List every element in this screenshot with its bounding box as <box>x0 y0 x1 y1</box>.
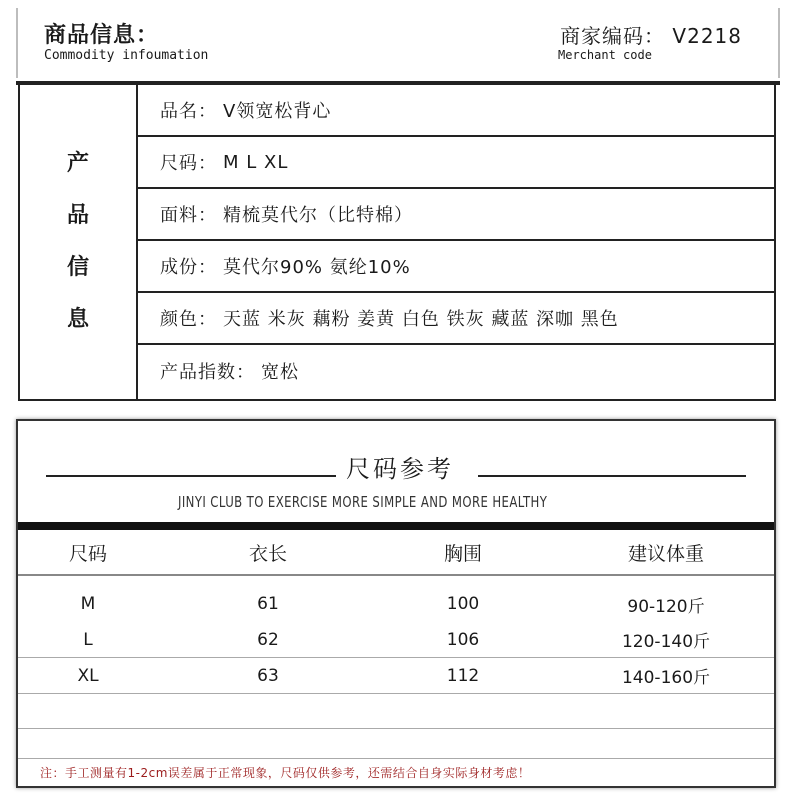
column-header: 建议体重 <box>627 542 704 565</box>
size-chart-title: 尺码参考 <box>346 455 454 483</box>
info-label: 尺码： <box>160 153 217 174</box>
table-row <box>18 658 774 694</box>
commodity-info-title: 商品信息： <box>44 23 160 48</box>
table-row <box>18 622 774 658</box>
merchant-code: 商家编码： V2218 <box>560 24 742 48</box>
measurement-note: 注：手工测量有1-2cm误差属于正常现象，尺码仅供参考，还需结合自身实际身材考虑！ <box>18 758 774 786</box>
size-chart-heading <box>46 449 746 483</box>
size-table <box>18 530 774 763</box>
info-label: 成份： <box>160 257 217 278</box>
table-cell: 140-160斤 <box>621 668 711 688</box>
side-char: 息 <box>66 307 89 332</box>
info-row-fit-index <box>138 345 774 397</box>
header <box>16 8 780 78</box>
info-label: 颜色： <box>160 309 217 330</box>
table-cell: 62 <box>257 629 279 650</box>
size-table-header <box>18 530 774 576</box>
merchant-code-subtitle: Merchant code <box>558 48 652 62</box>
heading-rule-right <box>478 475 746 477</box>
table-cell: 63 <box>257 665 279 686</box>
info-row-composition <box>138 241 774 293</box>
info-row-colors <box>138 293 774 345</box>
size-chart-slogan: JINYI CLUB TO EXERCISE MORE SIMPLE AND MORE HEALTHY <box>178 493 548 511</box>
info-row-size <box>138 137 774 189</box>
table-cell: XL <box>77 665 99 686</box>
info-label: 面料： <box>160 205 217 226</box>
table-cell: 100 <box>446 594 480 614</box>
info-value: M L XL <box>223 151 289 173</box>
product-info-rows <box>138 85 774 399</box>
column-header: 胸围 <box>443 542 482 565</box>
table-cell: L <box>83 629 93 650</box>
table-cell: 112 <box>446 665 480 686</box>
column-header: 尺码 <box>68 542 107 565</box>
info-row-name <box>138 85 774 137</box>
side-char: 品 <box>66 203 89 228</box>
info-row-fabric <box>138 189 774 241</box>
table-cell: 120-140斤 <box>621 632 711 652</box>
side-char: 产 <box>66 151 89 176</box>
size-chart-divider <box>18 522 774 530</box>
info-value: V领宽松背心 <box>223 101 332 122</box>
size-chart <box>16 419 776 788</box>
table-cell: 61 <box>257 594 279 614</box>
table-cell: 106 <box>446 629 480 650</box>
product-info-table <box>18 85 776 401</box>
info-value: 莫代尔90% 氨纶10% <box>223 257 411 278</box>
commodity-info-subtitle: Commodity infoumation <box>44 48 209 63</box>
table-row-empty <box>18 694 774 729</box>
side-char: 信 <box>66 255 89 280</box>
table-row <box>18 586 774 622</box>
column-header: 衣长 <box>248 542 287 565</box>
table-cell: 90-120斤 <box>627 596 705 617</box>
info-value: 精梳莫代尔（比特棉） <box>223 205 413 226</box>
info-label: 产品指数： <box>160 362 255 383</box>
heading-rule-left <box>46 475 336 477</box>
info-value: 天蓝 米灰 藕粉 姜黄 白色 铁灰 藏蓝 深咖 黑色 <box>223 309 619 330</box>
info-label: 品名： <box>160 101 217 122</box>
table-cell: M <box>80 594 96 614</box>
product-info-side-label <box>20 85 138 399</box>
info-value: 宽松 <box>261 362 299 383</box>
